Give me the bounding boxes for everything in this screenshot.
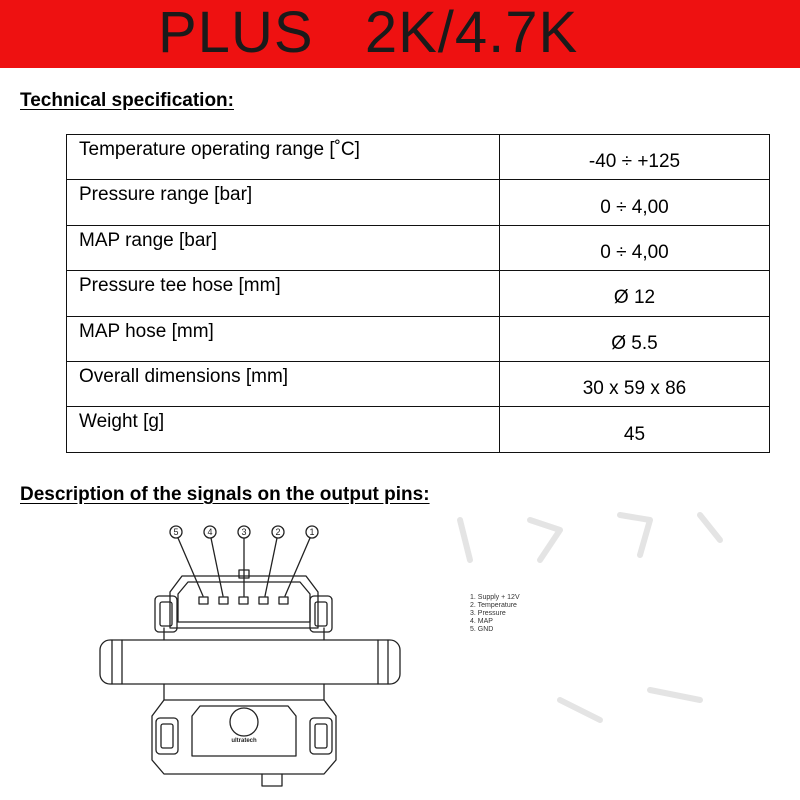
banner-title: PLUS 2K/4.7K bbox=[158, 0, 579, 65]
legend-item: 5. GND bbox=[470, 626, 494, 633]
pin-number: 4 bbox=[207, 527, 213, 537]
spec-value: 0 ÷ 4,00 bbox=[500, 180, 770, 225]
pin-number: 5 bbox=[173, 527, 179, 537]
sensor-body bbox=[155, 596, 332, 640]
table-row bbox=[67, 407, 770, 452]
spec-label: Overall dimensions [mm] bbox=[67, 361, 500, 406]
legend-item: 1. Supply + 12V bbox=[470, 594, 520, 601]
spec-label: Pressure range [bar] bbox=[67, 180, 500, 225]
sensor-diagram bbox=[0, 510, 800, 800]
table-row bbox=[67, 180, 770, 225]
legend-item: 3. Pressure bbox=[470, 610, 506, 617]
pin-callout-2 bbox=[265, 526, 284, 596]
table-row bbox=[67, 271, 770, 316]
pressure-tee-tube bbox=[100, 640, 400, 700]
spec-value: 45 bbox=[500, 407, 770, 452]
spec-value: 30 x 59 x 86 bbox=[500, 361, 770, 406]
spec-label: Pressure tee hose [mm] bbox=[67, 271, 500, 316]
pin-callout-3 bbox=[238, 526, 250, 596]
legend-item: 2. Temperature bbox=[470, 602, 517, 609]
pin-callout-4 bbox=[204, 526, 223, 596]
spec-label: MAP hose [mm] bbox=[67, 316, 500, 361]
spec-heading: Technical specification: bbox=[20, 90, 234, 111]
table-row bbox=[67, 225, 770, 270]
pin-number: 3 bbox=[241, 527, 247, 537]
spec-table bbox=[66, 134, 770, 453]
table-row bbox=[67, 361, 770, 406]
table-row bbox=[67, 135, 770, 180]
spec-value: Ø 5.5 bbox=[500, 316, 770, 361]
pin-number: 1 bbox=[309, 527, 315, 537]
pin-legend bbox=[470, 594, 520, 634]
device-label: ultratech bbox=[231, 738, 257, 744]
title-banner bbox=[0, 0, 800, 68]
spec-value: Ø 12 bbox=[500, 271, 770, 316]
spec-label: Temperature operating range [˚C] bbox=[67, 135, 500, 180]
table-row bbox=[67, 316, 770, 361]
pin-number: 2 bbox=[275, 527, 281, 537]
spec-label: MAP range [bar] bbox=[67, 225, 500, 270]
spec-label: Weight [g] bbox=[67, 407, 500, 452]
spec-value: 0 ÷ 4,00 bbox=[500, 225, 770, 270]
legend-item: 4. MAP bbox=[470, 618, 493, 625]
spec-value: -40 ÷ +125 bbox=[500, 135, 770, 180]
lower-housing bbox=[152, 700, 336, 786]
pin-callouts bbox=[170, 526, 318, 596]
pins-heading: Description of the signals on the output pins: bbox=[20, 484, 430, 505]
